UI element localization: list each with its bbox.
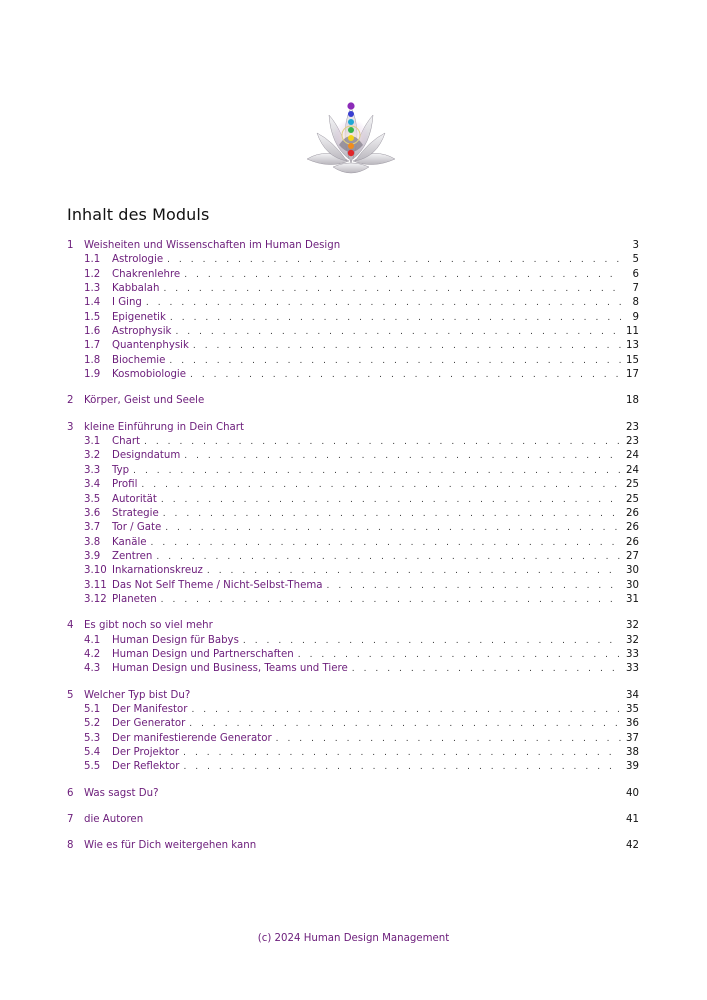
toc-section — [67, 839, 639, 853]
toc-subsection-title: Profil — [112, 479, 138, 491]
toc-subsection-title: Planeten — [112, 593, 157, 605]
toc-subsection-number: 3.9 — [84, 550, 101, 562]
toc-subsection-number: 1.8 — [84, 354, 101, 366]
toc-subsection-title: Autorität — [112, 493, 157, 505]
toc-subsection-title: Das Not Self Theme / Nicht-Selbst-Thema — [112, 579, 323, 591]
toc-subsection-entry[interactable] — [67, 717, 639, 731]
toc-subsection-page: 33 — [626, 648, 639, 660]
toc-section — [67, 421, 639, 607]
toc-chapter-title: Welcher Typ bist Du? — [84, 689, 191, 701]
toc-subsection-entry[interactable] — [67, 564, 639, 578]
toc-subsection-number: 3.11 — [84, 579, 107, 591]
toc-subsection-page: 36 — [626, 718, 639, 730]
toc-subsection-number: 3.1 — [84, 436, 101, 448]
toc-dot-leader — [163, 507, 621, 521]
toc-subsection-page: 31 — [626, 593, 639, 605]
toc-subsection-number: 1.6 — [84, 326, 101, 338]
toc-dot-leader — [146, 296, 621, 310]
toc-subsection-number: 1.1 — [84, 254, 101, 266]
toc-subsection-page: 7 — [632, 283, 639, 295]
toc-subsection-entry[interactable] — [67, 579, 639, 593]
toc-subsection-title: Typ — [112, 464, 130, 476]
toc-subsection-title: Human Design und Business, Teams und Tiere — [112, 663, 348, 675]
lotus-logo — [303, 97, 399, 181]
toc-subsection-number: 4.2 — [84, 648, 101, 660]
toc-subsection-page: 9 — [632, 311, 639, 323]
toc-subsection-title: Der Projektor — [112, 747, 180, 758]
toc-subsection-entry[interactable] — [67, 435, 639, 449]
toc-subsection-page: 24 — [626, 450, 639, 462]
toc-subsection-page: 26 — [626, 507, 639, 519]
toc-section — [67, 689, 639, 775]
table-of-contents — [67, 239, 639, 866]
toc-subsection-page: 8 — [632, 297, 639, 309]
toc-subsection-page: 30 — [626, 565, 639, 577]
toc-subsection-entry[interactable] — [67, 325, 639, 339]
toc-chapter-page: 41 — [626, 814, 639, 826]
toc-subsection-title: Human Design und Partnerschaften — [112, 648, 294, 660]
toc-subsection-number: 1.7 — [84, 340, 101, 352]
toc-subsection-title: Chart — [112, 436, 140, 448]
toc-subsection-page: 37 — [626, 732, 639, 744]
toc-subsection-page: 17 — [626, 369, 639, 381]
toc-section — [67, 239, 639, 382]
toc-chapter-entry[interactable] — [67, 394, 639, 408]
toc-chapter-number: 1 — [67, 240, 74, 251]
toc-subsection-title: Der Generator — [112, 718, 186, 730]
toc-subsection-number: 4.3 — [84, 663, 101, 675]
toc-dot-leader — [133, 464, 621, 478]
toc-subsection-title: Astrophysik — [112, 326, 172, 338]
footer-copyright: (c) 2024 Human Design Management — [257, 933, 450, 944]
toc-chapter-title: kleine Einführung in Dein Chart — [84, 421, 244, 433]
toc-section — [67, 813, 639, 827]
toc-dot-leader — [183, 760, 621, 774]
toc-dot-leader — [167, 253, 621, 267]
toc-dot-leader — [169, 354, 621, 368]
toc-subsection-entry[interactable] — [67, 368, 639, 382]
toc-subsection-number: 3.6 — [84, 507, 101, 519]
toc-subsection-entry[interactable] — [67, 268, 639, 282]
toc-subsection-title: Inkarnationskreuz — [112, 565, 203, 577]
toc-subsection-page: 13 — [626, 340, 639, 352]
toc-subsection-entry[interactable] — [67, 507, 639, 521]
toc-subsection-number: 5.3 — [84, 732, 101, 744]
toc-dot-leader — [163, 282, 621, 296]
toc-subsection-title: Tor / Gate — [112, 522, 162, 534]
toc-subsection-entry[interactable] — [67, 536, 639, 550]
toc-subsection-number: 3.8 — [84, 536, 101, 548]
toc-subsection-entry[interactable] — [67, 648, 639, 662]
toc-dot-leader — [190, 368, 621, 382]
toc-subsection-page: 26 — [626, 522, 639, 534]
toc-subsection-page: 25 — [626, 493, 639, 505]
toc-subsection-entry[interactable] — [67, 339, 639, 353]
toc-subsection-title: Epigenetik — [112, 311, 166, 323]
toc-subsection-entry[interactable] — [67, 296, 639, 310]
toc-subsection-entry[interactable] — [67, 354, 639, 368]
toc-section — [67, 619, 639, 676]
toc-subsection-entry[interactable] — [67, 449, 639, 463]
toc-chapter-number: 3 — [67, 421, 74, 433]
toc-subsection-title: Astrologie — [112, 254, 164, 266]
toc-section — [67, 394, 639, 408]
toc-dot-leader — [243, 634, 621, 648]
toc-subsection-entry[interactable] — [67, 311, 639, 325]
toc-chapter-number: 7 — [67, 814, 74, 826]
toc-subsection-entry[interactable] — [67, 746, 639, 760]
toc-subsection-title: Human Design für Babys — [112, 634, 239, 646]
toc-subsection-page: 38 — [626, 747, 639, 758]
toc-chapter-page: 34 — [626, 689, 639, 701]
toc-subsection-number: 3.3 — [84, 464, 101, 476]
toc-dot-leader — [156, 550, 621, 564]
toc-dot-leader — [327, 579, 621, 593]
toc-subsection-title: Der Reflektor — [112, 761, 180, 773]
toc-subsection-page: 6 — [632, 268, 639, 280]
toc-subsection-title: Kanäle — [112, 536, 147, 548]
toc-chapter-title: Wie es für Dich weitergehen kann — [84, 840, 257, 852]
toc-subsection-number: 5.1 — [84, 703, 101, 715]
toc-subsection-page: 32 — [626, 634, 639, 646]
toc-chapter-number: 6 — [67, 787, 74, 799]
page-title: Inhalt des Moduls — [67, 205, 210, 224]
toc-subsection-number: 4.1 — [84, 634, 101, 646]
toc-subsection-page: 35 — [626, 703, 639, 715]
toc-subsection-entry[interactable] — [67, 282, 639, 296]
toc-chapter-page: 32 — [626, 620, 639, 632]
toc-subsection-title: Der Manifestor — [112, 703, 188, 715]
toc-subsection-number: 5.4 — [84, 747, 101, 758]
toc-subsection-page: 24 — [626, 464, 639, 476]
toc-subsection-page: 11 — [626, 326, 639, 338]
toc-dot-leader — [183, 746, 621, 760]
toc-dot-leader — [191, 703, 621, 717]
toc-subsection-entry[interactable] — [67, 521, 639, 535]
toc-dot-leader — [193, 339, 621, 353]
toc-subsection-title: Designdatum — [112, 450, 181, 462]
toc-dot-leader — [175, 325, 621, 339]
toc-subsection-entry[interactable] — [67, 253, 639, 267]
toc-dot-leader — [165, 521, 621, 535]
toc-subsection-number: 1.2 — [84, 268, 101, 280]
toc-subsection-number: 1.3 — [84, 283, 101, 295]
toc-subsection-title: Der manifestierende Generator — [112, 732, 272, 744]
toc-chapter-number: 8 — [67, 840, 74, 852]
toc-chapter-page: 40 — [626, 787, 639, 799]
toc-subsection-title: Kosmobiologie — [112, 369, 187, 381]
toc-chapter-title: Körper, Geist und Seele — [84, 395, 205, 407]
toc-subsection-title: Kabbalah — [112, 283, 160, 295]
toc-subsection-page: 25 — [626, 479, 639, 491]
toc-chapter-title: die Autoren — [84, 814, 144, 826]
toc-subsection-title: Chakrenlehre — [112, 268, 181, 280]
toc-chapter-entry[interactable] — [67, 619, 639, 633]
toc-dot-leader — [189, 717, 621, 731]
toc-subsection-page: 26 — [626, 536, 639, 548]
toc-subsection-entry[interactable] — [67, 464, 639, 478]
toc-subsection-number: 3.7 — [84, 522, 101, 534]
toc-dot-leader — [352, 662, 621, 676]
toc-subsection-title: Quantenphysik — [112, 340, 189, 352]
toc-subsection-entry[interactable] — [67, 634, 639, 648]
toc-dot-leader — [141, 478, 621, 492]
toc-chapter-page: 3 — [632, 240, 639, 251]
toc-chapter-entry[interactable] — [67, 839, 639, 853]
toc-subsection-page: 27 — [626, 550, 639, 562]
toc-subsection-number: 3.2 — [84, 450, 101, 462]
toc-subsection-page: 39 — [626, 761, 639, 773]
toc-chapter-entry[interactable] — [67, 813, 639, 827]
toc-subsection-entry[interactable] — [67, 593, 639, 607]
toc-chapter-number: 2 — [67, 395, 74, 407]
toc-subsection-entry[interactable] — [67, 493, 639, 507]
toc-chapter-title: Es gibt noch so viel mehr — [84, 620, 213, 632]
toc-subsection-entry[interactable] — [67, 703, 639, 717]
toc-subsection-page: 5 — [632, 254, 639, 266]
toc-subsection-page: 15 — [626, 354, 639, 366]
toc-dot-leader — [170, 311, 621, 325]
toc-subsection-entry[interactable] — [67, 732, 639, 746]
toc-subsection-number: 3.12 — [84, 593, 107, 605]
toc-subsection-number: 5.5 — [84, 761, 101, 773]
toc-subsection-number: 1.5 — [84, 311, 101, 323]
toc-chapter-entry[interactable] — [67, 239, 639, 253]
toc-dot-leader — [184, 449, 621, 463]
toc-chapter-entry[interactable] — [67, 787, 639, 801]
toc-subsection-number: 1.9 — [84, 369, 101, 381]
toc-subsection-page: 33 — [626, 663, 639, 675]
toc-dot-leader — [207, 564, 621, 578]
toc-chapter-title: Weisheiten und Wissenschaften im Human Design — [84, 240, 341, 251]
toc-subsection-number: 3.4 — [84, 479, 101, 491]
toc-dot-leader — [298, 648, 621, 662]
toc-subsection-entry[interactable] — [67, 478, 639, 492]
toc-subsection-number: 5.2 — [84, 718, 101, 730]
toc-subsection-title: Biochemie — [112, 354, 166, 366]
toc-chapter-title: Was sagst Du? — [84, 787, 159, 799]
toc-subsection-title: Zentren — [112, 550, 153, 562]
toc-chapter-number: 4 — [67, 620, 74, 632]
toc-dot-leader — [276, 732, 621, 746]
toc-chapter-page: 42 — [626, 840, 639, 852]
toc-subsection-page: 23 — [626, 436, 639, 448]
toc-subsection-entry[interactable] — [67, 662, 639, 676]
toc-subsection-entry[interactable] — [67, 550, 639, 564]
toc-subsection-entry[interactable] — [67, 760, 639, 774]
toc-chapter-page: 23 — [626, 421, 639, 433]
toc-subsection-number: 1.4 — [84, 297, 101, 309]
toc-dot-leader — [151, 536, 621, 550]
toc-dot-leader — [184, 268, 621, 282]
toc-chapter-entry[interactable] — [67, 689, 639, 703]
toc-subsection-number: 3.5 — [84, 493, 101, 505]
toc-subsection-number: 3.10 — [84, 565, 107, 577]
toc-dot-leader — [144, 435, 621, 449]
toc-chapter-page: 18 — [626, 395, 639, 407]
toc-subsection-title: I Ging — [112, 297, 142, 309]
toc-dot-leader — [161, 593, 621, 607]
toc-chapter-entry[interactable] — [67, 421, 639, 435]
toc-subsection-title: Strategie — [112, 507, 159, 519]
toc-dot-leader — [161, 493, 621, 507]
toc-subsection-page: 30 — [626, 579, 639, 591]
toc-section — [67, 787, 639, 801]
toc-chapter-number: 5 — [67, 689, 74, 701]
